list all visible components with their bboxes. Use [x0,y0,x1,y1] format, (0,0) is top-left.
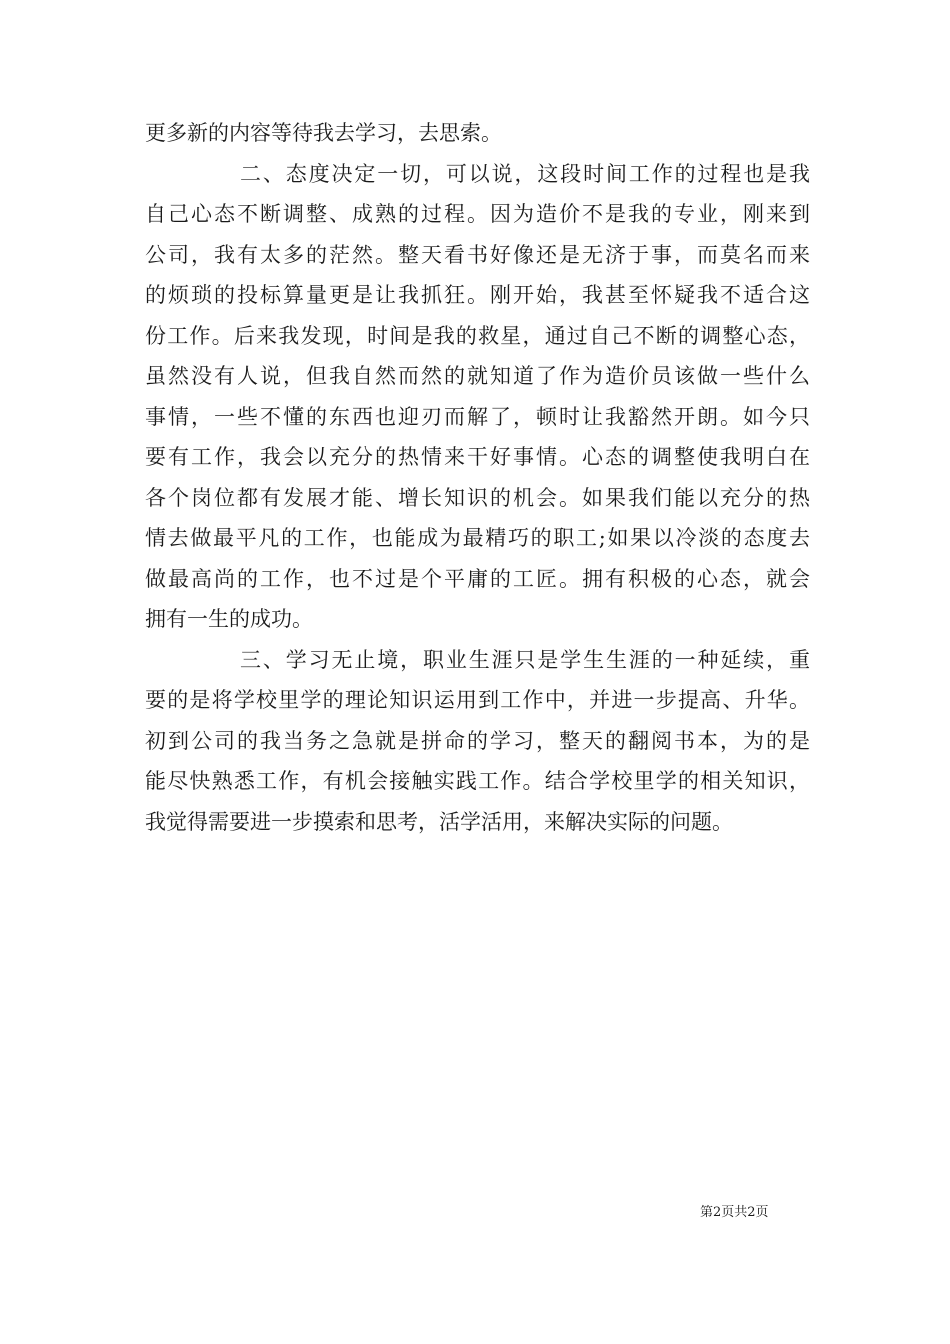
document-body [145,113,810,842]
text-line: 更多新的内容等待我去学习，去思索。 [145,121,502,145]
text-line: 份工作。后来我发现，时间是我的救星，通过自己不断的调整心态， [145,323,810,348]
text-line: 做最高尚的工作，也不过是个平庸的工匠。拥有积极的心态，就会 [145,566,810,591]
text-line: 要有工作，我会以充分的热情来干好事情。心态的调整使我明白在 [145,445,810,469]
text-line: 的烦琐的投标算量更是让我抓狂。刚开始，我甚至怀疑我不适合这 [145,283,810,307]
text-line: 能尽快熟悉工作，有机会接触实践工作。结合学校里学的相关知识， [145,769,810,793]
text-line: 三、学习无止境，职业生涯只是学生生涯的一种延续，重 [240,647,810,672]
text-line: 我觉得需要进一步摸索和思考，活学活用，来解决实际的问题。 [145,809,733,834]
paragraph [145,154,810,640]
text-line: 要的是将学校里学的理论知识运用到工作中，并进一步提高、升华。 [145,688,810,712]
text-line: 初到公司的我当务之急就是拼命的学习，整天的翻阅书本，为的是 [145,728,810,753]
page-number-footer: 第2页共2页 [700,1205,769,1220]
text-line: 事情，一些不懂的东西也迎刃而解了，顿时让我豁然开朗。如今只 [145,404,810,429]
text-line: 拥有一生的成功。 [145,607,313,631]
text-line: 二、态度决定一切，可以说，这段时间工作的过程也是我 [240,161,810,186]
paragraph [145,113,810,154]
text-line: 自己心态不断调整、成熟的过程。因为造价不是我的专业，刚来到 [145,202,810,226]
text-line: 虽然没有人说，但我自然而然的就知道了作为造价员该做一些什么 [145,364,810,388]
text-line: 各个岗位都有发展才能、增长知识的机会。如果我们能以充分的热 [145,485,810,510]
text-line: 情去做最平凡的工作，也能成为最精巧的职工;如果以冷淡的态度去 [145,526,810,550]
text-line: 公司，我有太多的茫然。整天看书好像还是无济于事，而莫名而来 [145,242,810,267]
paragraph [145,640,810,843]
